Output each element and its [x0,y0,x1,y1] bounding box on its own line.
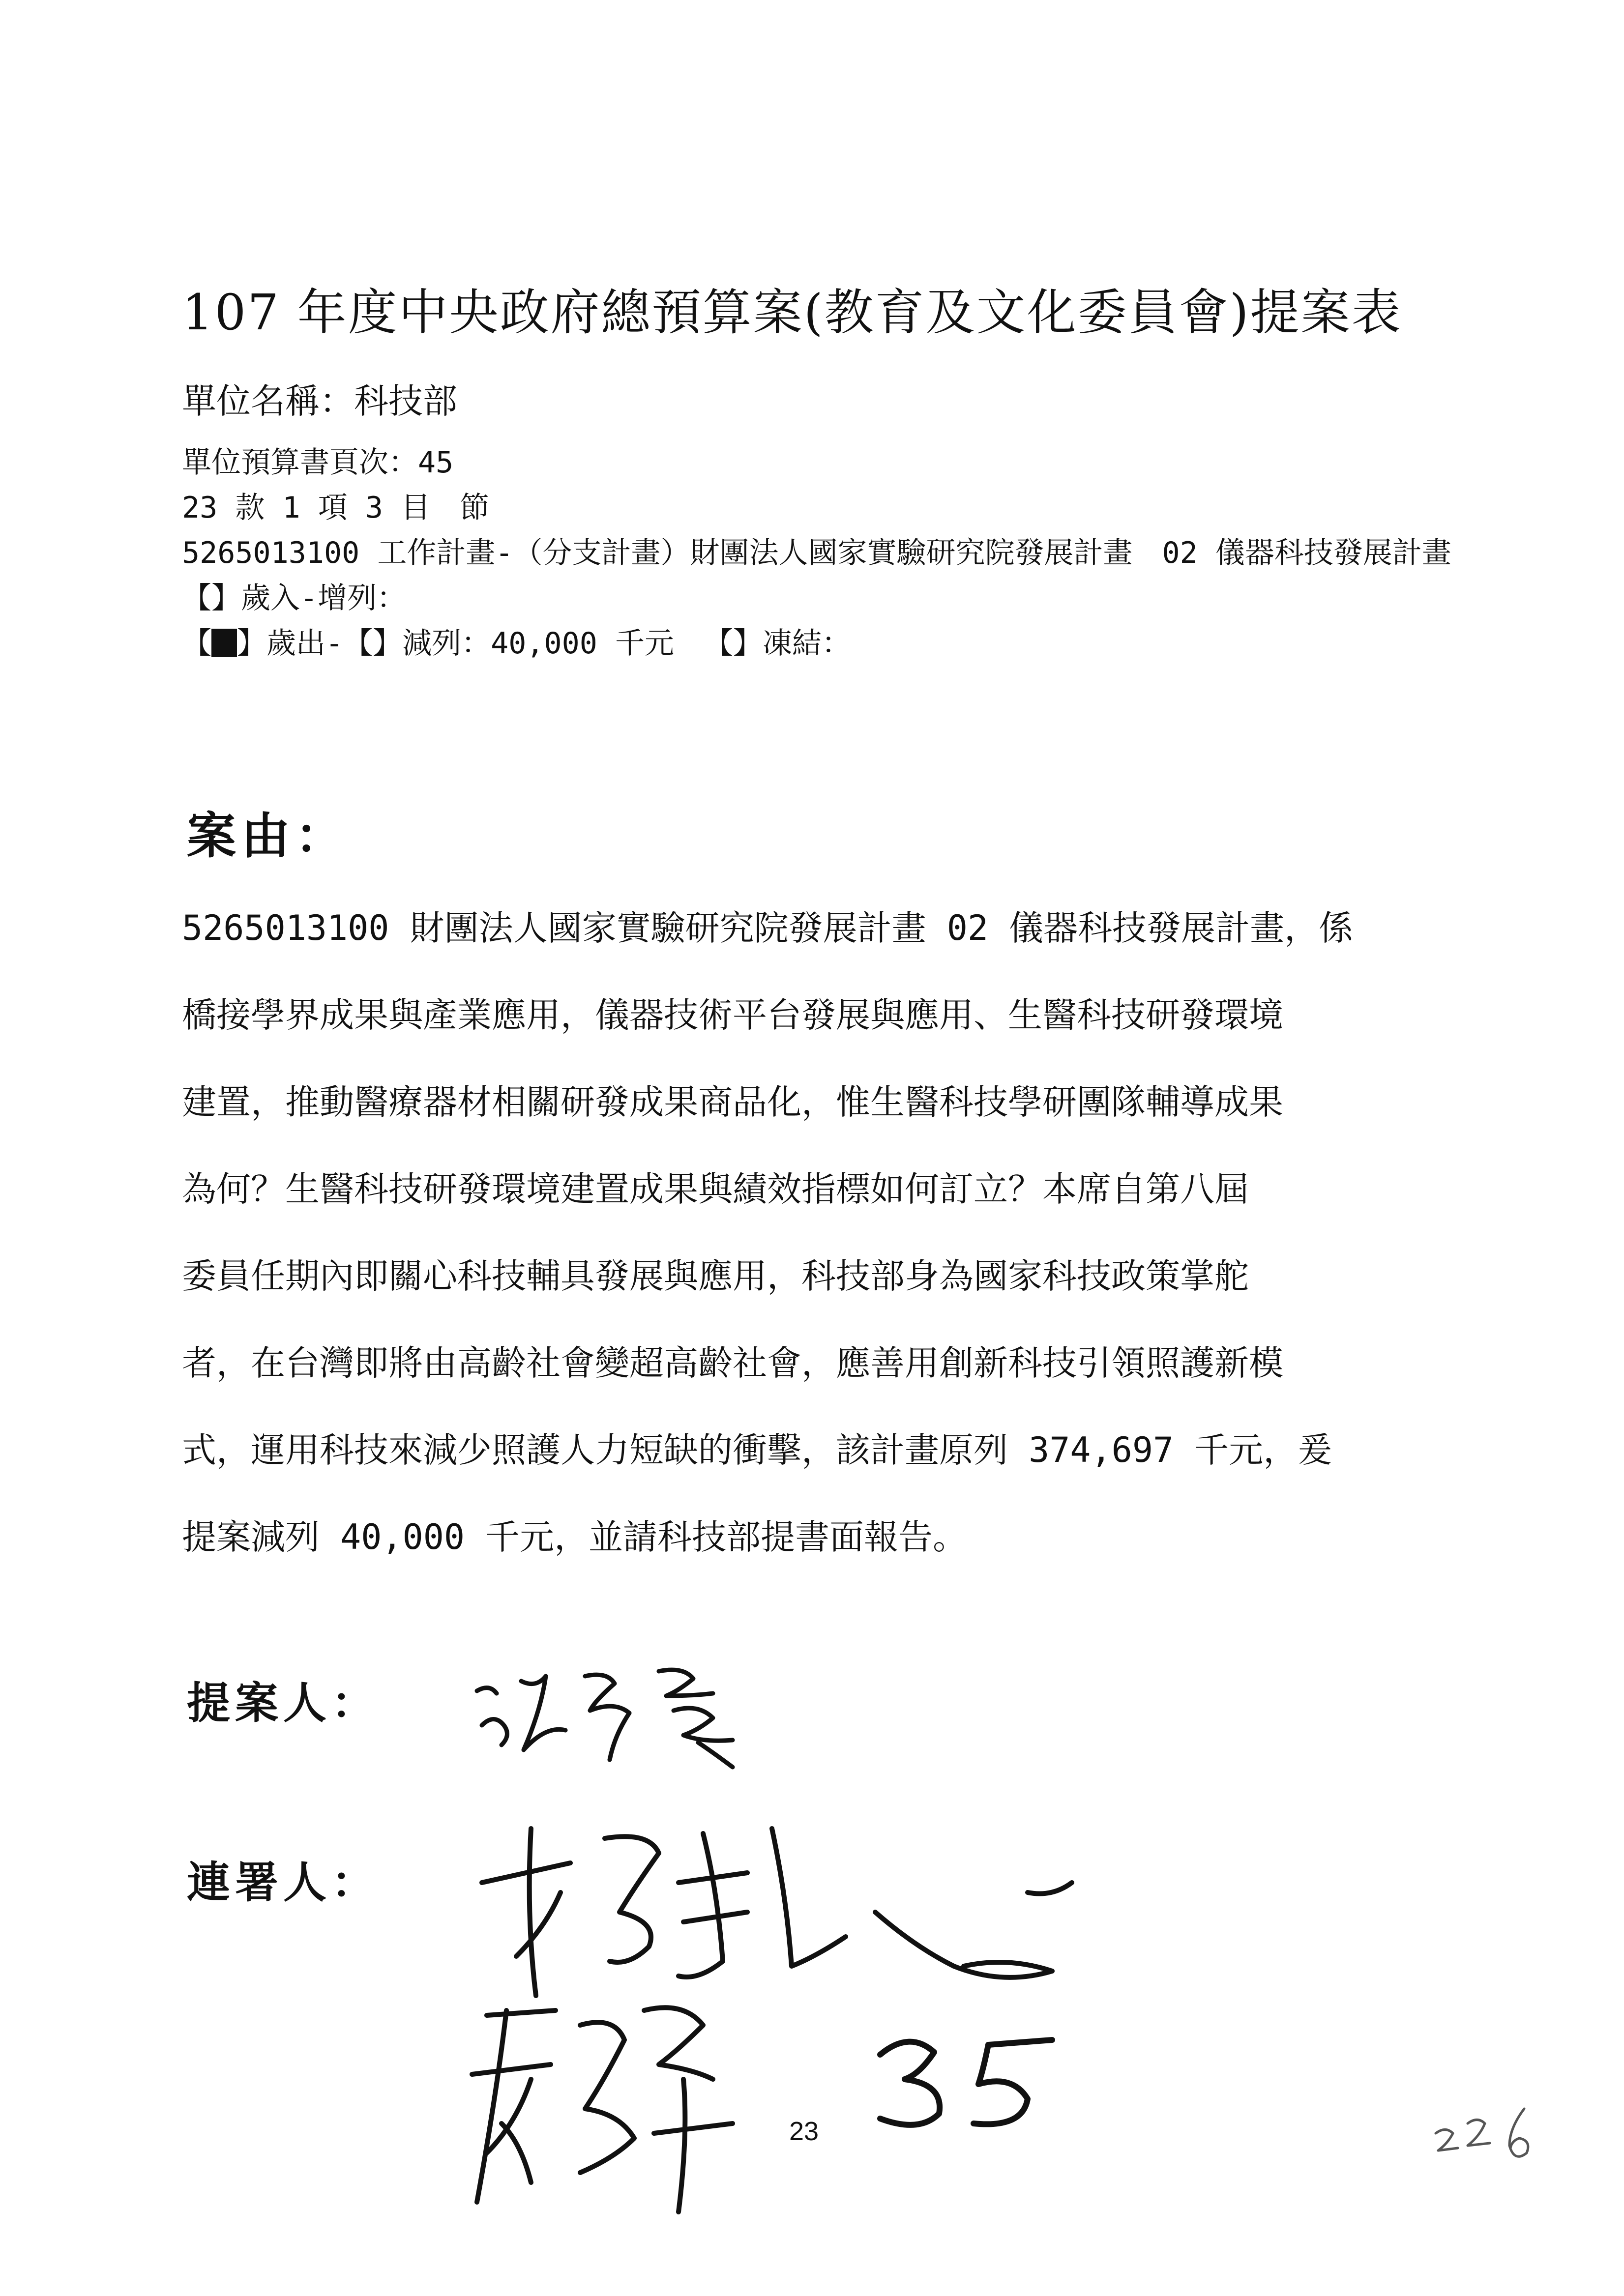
expenditure-cut: 】歲出-【】減列：40,000 千元 [237,626,674,661]
budget-meta [182,440,1460,666]
reason-line: 者，在台灣即將由高齡社會變超高齡社會，應善用創新科技引領照護新模 [182,1343,1283,1383]
reason-line: 委員任期內即關心科技輔具發展與應用，科技部身為國家科技政策掌舵 [182,1256,1249,1296]
reason-line: 式，運用科技來減少照護人力短缺的衝擊，該計畫原列 374,697 千元，爰 [182,1430,1332,1470]
expenditure-open-bracket: 【 [182,626,211,661]
reason-heading: 案由： [187,807,349,865]
reason-body [182,885,1401,1581]
proposer-label: 提案人： [187,1677,380,1728]
cosigner-label: 連署人： [187,1857,380,1908]
handwritten-number [865,2025,1062,2138]
reason-line: 為何？生醫科技研發環境建置成果與績效指標如何訂立？本席自第八屆 [182,1169,1249,1209]
revenue-line: 【】歲入-增列： [182,581,407,615]
page-number: 23 [789,2117,819,2146]
cosigner-signature [472,1819,1092,2005]
margin-note [1426,2099,1554,2168]
program-line: 5265013100 工作計畫-（分支計畫）財團法人國家實驗研究院發展計畫 02 儀器科技發展計畫 [182,536,1451,570]
filled-checkbox-icon [211,629,237,657]
proposer-signature [467,1657,811,1774]
freeze-line: 【】凍結： [703,626,851,661]
reason-line: 橋接學界成果與產業應用，儀器技術平台發展與應用、生醫科技研發環境 [182,995,1283,1035]
expenditure-line [182,621,1460,666]
unit-name: 單位名稱：科技部 [182,381,457,421]
reason-line: 提案減列 40,000 千元，並請科技部提書面報告。 [182,1517,968,1557]
reason-line: 5265013100 財團法人國家實驗研究院發展計畫 02 儀器科技發展計畫，係 [182,908,1354,948]
budget-page: 單位預算書頁次：45 [182,445,454,480]
cosigner-signature-second [457,1996,777,2222]
reason-line: 建置，推動醫療器材相關研發成果商品化，惟生醫科技學研團隊輔導成果 [182,1082,1283,1122]
page-title: 107 年度中央政府總預算案(教育及文化委員會)提案表 [182,284,1402,341]
item-code: 23 款 1 項 3 目 節 [182,491,490,525]
